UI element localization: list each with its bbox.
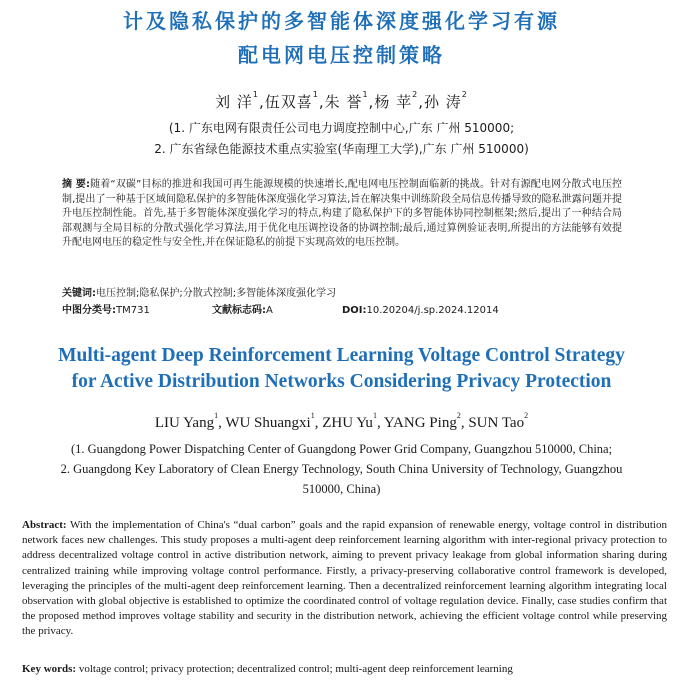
cn-title-line2: 配电网电压控制策略 bbox=[238, 43, 445, 67]
cn-author-separator: , bbox=[368, 93, 375, 111]
en-affiliation-2: 2. Guangdong Key Laboratory of Clean Energy Technology, South China University of Technology, Guangzhou bbox=[60, 462, 623, 476]
en-authors bbox=[0, 413, 683, 433]
cn-affiliation-2: 2. 广东省绿色能源技术重点实验室(华南理工大学),广东 广州 510000) bbox=[154, 142, 529, 156]
en-author-separator: , bbox=[376, 415, 384, 431]
en-keywords-label: Key words: bbox=[22, 663, 77, 675]
en-author-affil-mark: 2 bbox=[524, 411, 529, 420]
cn-author-name: 朱 誉 bbox=[324, 93, 363, 111]
en-author-affil-mark: 1 bbox=[214, 411, 219, 420]
cn-doi-value: 10.20204/j.sp.2024.12014 bbox=[366, 305, 499, 316]
en-author-affil-mark: 1 bbox=[310, 411, 315, 420]
cn-classification bbox=[62, 304, 622, 318]
en-author-name: SUN Tao bbox=[468, 415, 525, 431]
en-author-name: ZHU Yu bbox=[322, 415, 373, 431]
cn-author-name: 刘 洋 bbox=[215, 93, 253, 111]
cn-class-value: TM731 bbox=[116, 305, 150, 316]
cn-author-name: 伍双喜 bbox=[264, 93, 313, 111]
cn-keywords-label: 关键词: bbox=[62, 288, 96, 299]
en-abstract-text: With the implementation of China's “dual carbon” goals and the rapid expansion of renewable energy, voltage control in distribution network faces new challenges. This study proposes a multi-agent deep reinforcement learning algorithm with inter-regional privacy protection to address decentralized voltage control in active distribution network, aiming to prevent privacy leakage from global information sharing during centralized training while improving voltage control performance. Firstly, a privacy-preserving collaborative control framework is developed, leveraging the principles of the multi-agent deep reinforcement learning. Then a decentralized reinforcement learning algorithm integrating local observation with global objective is established to optimize the coordinated control of voltage regulation device. Finally, case studies confirm that the proposed method improves voltage stability and security in the distribution network, achieving the efficient voltage control while preserving the privacy. bbox=[22, 519, 667, 638]
cn-author-affil-mark: 2 bbox=[461, 90, 468, 99]
cn-author-name: 孙 涛 bbox=[423, 93, 462, 111]
en-affiliation-3: 510000, China) bbox=[302, 482, 381, 496]
en-keywords-text: voltage control; privacy protection; decentralized control; multi-agent deep reinforcement learning bbox=[78, 663, 513, 675]
cn-doccode-label: 文献标志码: bbox=[212, 305, 266, 316]
en-affiliation-1: (1. Guangdong Power Dispatching Center of Guangdong Power Grid Company, Guangzhou 510000, China; bbox=[70, 442, 613, 456]
cn-author-affil-mark: 2 bbox=[412, 90, 419, 99]
en-author-name: WU Shuangxi bbox=[225, 415, 311, 431]
cn-affiliation-1: (1. 广东电网有限责任公司电力调度控制中心,广东 广州 510000; bbox=[168, 121, 515, 135]
cn-author-affil-mark: 1 bbox=[362, 90, 369, 99]
en-author-separator: , bbox=[218, 415, 226, 431]
cn-author-name: 杨 苹 bbox=[374, 93, 413, 111]
en-author-name: YANG Ping bbox=[383, 415, 457, 431]
en-author-name: LIU Yang bbox=[154, 415, 215, 431]
en-abstract bbox=[22, 518, 667, 640]
cn-authors bbox=[0, 92, 683, 112]
cn-doi-label: DOI: bbox=[342, 305, 367, 316]
cn-abstract-text: 随着“双碳”目标的推进和我国可再生能源规模的快速增长,配电网电压控制面临新的挑战。针对有源配电网分散式电压控制,提出了一种基于区域间隐私保护的多智能体深度强化学习算法,旨在解决集中训练阶段全局信息传播导致的隐私泄露问题并提升电压控制性能。首先,基于多智能体深度强化学习的特点,构建了隐私保护下的多智能体协同控制框架;然后,提出了一种结合局部观测与全局目标的分散式强化学习算法,用于优化电压调控设备的协调控制;最后,通过算例验证表明,所提出的方法能够有效提升配电网电压的稳定性与安全性,并在保证隐私的前提下实现高效的电压控制。 bbox=[62, 179, 622, 248]
en-author-affil-mark: 2 bbox=[456, 411, 461, 420]
cn-author-separator: , bbox=[259, 93, 265, 111]
en-keywords bbox=[22, 662, 667, 677]
cn-keywords bbox=[62, 287, 622, 301]
cn-abstract bbox=[62, 178, 622, 251]
cn-author-affil-mark: 1 bbox=[312, 90, 319, 99]
cn-title-line1: 计及隐私保护的多智能体深度强化学习有源 bbox=[123, 9, 560, 33]
cn-doccode-value: A bbox=[266, 305, 273, 316]
en-author-separator: , bbox=[314, 415, 323, 431]
en-abstract-label: Abstract: bbox=[22, 519, 67, 531]
cn-author-separator: , bbox=[418, 93, 424, 111]
cn-class-label: 中图分类号: bbox=[62, 305, 116, 316]
cn-keywords-text: 电压控制;隐私保护;分散式控制;多智能体深度强化学习 bbox=[96, 288, 337, 299]
en-author-separator: , bbox=[460, 415, 469, 431]
en-title-line1: Multi-agent Deep Reinforcement Learning Voltage Control Strategy bbox=[58, 345, 625, 366]
en-author-affil-mark: 1 bbox=[372, 411, 377, 420]
cn-abstract-label: 摘 要: bbox=[62, 179, 90, 190]
cn-author-affil-mark: 1 bbox=[252, 90, 259, 99]
en-title-line2: for Active Distribution Networks Considering Privacy Protection bbox=[71, 371, 612, 392]
cn-author-separator: , bbox=[318, 93, 325, 111]
